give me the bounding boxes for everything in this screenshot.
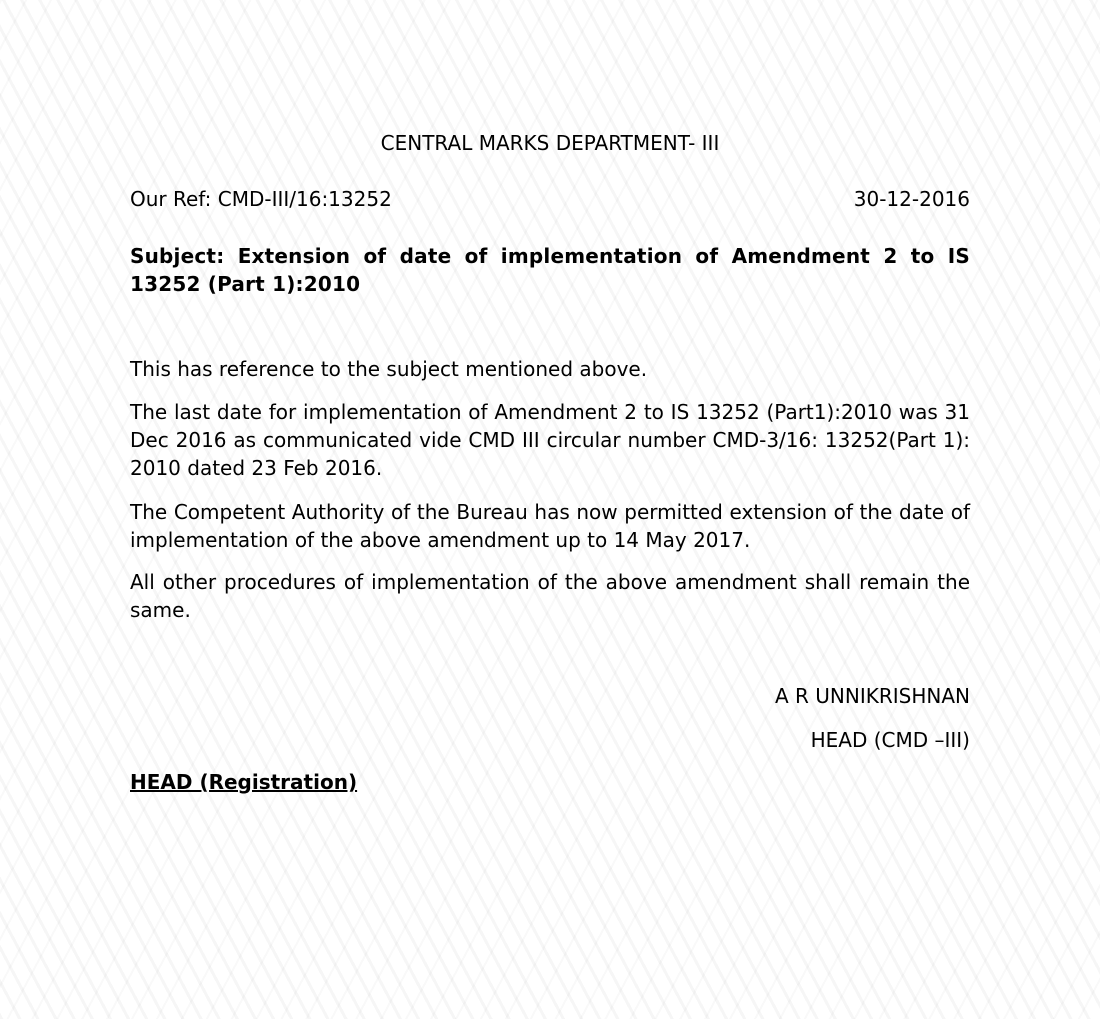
reference-row: [130, 185, 970, 213]
subject-line: Subject: Extension of date of implementation of Amendment 2 to IS 13252 (Part 1):2010: [130, 244, 970, 296]
document-date: 30-12-2016: [853, 187, 970, 211]
reference-number: Our Ref: CMD-III/16:13252: [130, 187, 392, 211]
department-heading: CENTRAL MARKS DEPARTMENT- III: [380, 131, 720, 155]
signatory-title: HEAD (CMD –III): [810, 728, 970, 752]
signatory-name: A R UNNIKRISHNAN: [775, 684, 970, 708]
body-paragraph-reference: This has reference to the subject mentioned above.: [130, 357, 648, 381]
body-paragraph-last-date: The last date for implementation of Amendment 2 to IS 13252 (Part1):2010 was 31 Dec 2016 as communicated vide CMD III circular number CMD-3/16: 13252(Part 1): 2010 dated 23 Feb 2016.: [130, 400, 970, 480]
body-paragraph-procedures: All other procedures of implementation of the above amendment shall remain the same.: [130, 570, 970, 622]
addressee: HEAD (Registration): [130, 770, 358, 794]
body-paragraph-extension: The Competent Authority of the Bureau has now permitted extension of the date of implementation of the above amendment up to 14 May 2017.: [130, 500, 970, 552]
document-page: [130, 0, 970, 1019]
